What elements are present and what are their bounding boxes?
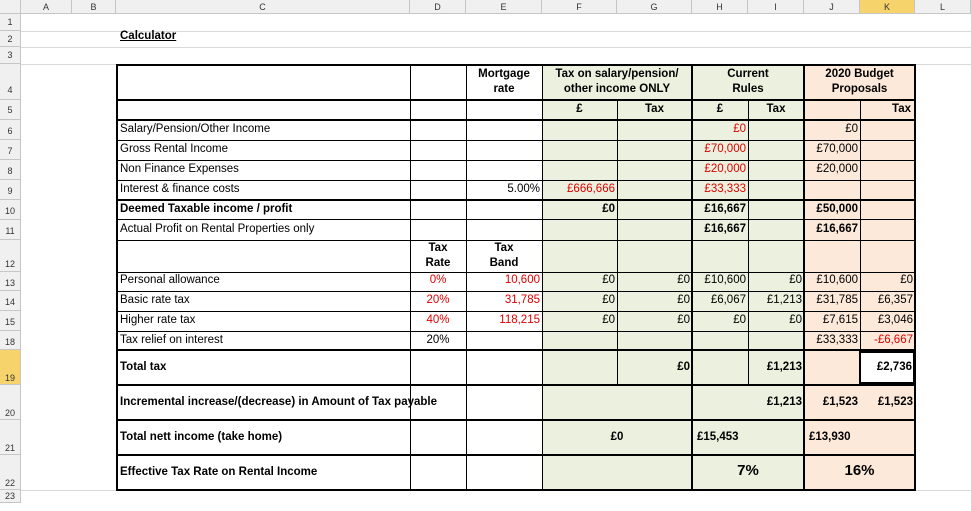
cell-h11[interactable]: £16,667 [704,223,746,235]
cell-j18[interactable]: £33,333 [816,334,858,346]
row-header-14[interactable]: 14 [0,291,21,311]
cell-e14[interactable]: 31,785 [504,294,540,306]
border-h-21 [116,454,916,456]
border-h-10 [116,219,916,220]
row-header-2[interactable]: 2 [0,31,21,47]
cell-g19[interactable]: £0 [677,361,690,373]
row-header-8[interactable]: 8 [0,160,21,180]
table-border-bottom [116,489,916,491]
cell-h13[interactable]: £10,600 [704,274,746,286]
gridline-h [21,47,971,48]
cell-j20[interactable]: £1,523 [822,396,858,408]
table-border-top [116,64,916,66]
cell-j21[interactable]: £13,930 [809,431,851,443]
cell-f13[interactable]: £0 [602,274,615,286]
label-interest[interactable]: Interest & finance costs [120,183,240,195]
cell-f9[interactable]: £666,666 [567,183,615,195]
cell-j14[interactable]: £31,785 [816,294,858,306]
cell-f15[interactable]: £0 [602,314,615,326]
column-header-l[interactable]: L [915,0,971,14]
cell-k19[interactable]: £2,736 [876,361,912,373]
column-header-d[interactable]: D [410,0,466,14]
cell-g13[interactable]: £0 [677,274,690,286]
cell-j15[interactable]: £7,615 [822,314,858,326]
label-salary[interactable]: Salary/Pension/Other Income [120,123,271,135]
cell-hi22[interactable]: 7% [737,462,759,479]
border-h-15 [116,331,916,332]
column-header-j[interactable]: J [804,0,860,14]
row-header-3[interactable]: 3 [0,47,21,64]
column-header-a[interactable]: A [21,0,72,14]
header-tax-rate: Tax Rate [425,242,451,269]
cell-i19[interactable]: £1,213 [766,361,802,373]
border-h-13 [116,291,916,292]
border-h-9 [116,199,916,201]
header-k-tax: Tax [892,103,911,115]
border-h-14 [116,311,916,312]
cell-j10[interactable]: £50,000 [816,203,858,215]
cell-h14[interactable]: £6,067 [710,294,746,306]
table-border-left [116,64,118,491]
cell-jk22[interactable]: 16% [844,462,875,479]
header-2020-budget: 2020 Budget Proposals [825,68,894,95]
cell-f10[interactable]: £0 [602,203,615,215]
border-h-5 [116,119,916,121]
cell-j13[interactable]: £10,600 [816,274,858,286]
cell-d15[interactable]: 40% [426,314,450,326]
cell-d14[interactable]: 20% [426,294,450,306]
header-i-tax: Tax [766,103,786,115]
cell-k15[interactable]: £3,046 [877,314,913,326]
cell-f21[interactable]: £0 [610,431,624,443]
border-h-8 [116,180,916,181]
border-h-18 [116,349,916,351]
row-header-1[interactable]: 1 [0,14,21,31]
row-header-13[interactable]: 13 [0,272,21,291]
border-h-20 [116,419,916,421]
cell-e9[interactable]: 5.00% [507,183,540,195]
label-incremental[interactable]: Incremental increase/(decrease) in Amount of Tax payable [120,396,437,408]
column-header-k[interactable]: K [860,0,915,14]
column-header-i[interactable]: I [748,0,804,14]
label-effective[interactable]: Effective Tax Rate on Rental Income [120,466,318,478]
column-header-e[interactable]: E [466,0,542,14]
header-f-pound: £ [576,103,583,115]
select-all-corner[interactable] [0,0,21,14]
border-h-6 [116,140,916,141]
row-header-5[interactable]: 5 [0,100,21,120]
row-header-21[interactable]: 21 [0,420,21,455]
column-header-c[interactable]: C [116,0,410,14]
header-current-rules: Current Rules [727,68,769,95]
cell-i14[interactable]: £1,213 [766,294,802,306]
cell-e15[interactable]: 118,215 [499,314,540,326]
header-tax-band: Tax Band [489,242,519,269]
label-deemed[interactable]: Deemed Taxable income / profit [120,203,293,215]
header-mortgage-rate: Mortgage rate [478,68,530,95]
cell-k13[interactable]: £0 [900,274,913,286]
column-header-g[interactable]: G [617,0,692,14]
cell-k14[interactable]: £6,357 [877,294,913,306]
label-actual[interactable]: Actual Profit on Rental Properties only [120,223,315,235]
cell-i13[interactable]: £0 [789,274,802,286]
cell-d13[interactable]: 0% [429,274,447,286]
label-nett[interactable]: Total nett income (take home) [120,431,283,443]
label-basic[interactable]: Basic rate tax [120,294,190,306]
row-header-4[interactable]: 4 [0,64,21,100]
cell-k20[interactable]: £1,523 [877,396,913,408]
page-title: Calculator [120,30,177,42]
cell-h15[interactable]: £0 [733,314,746,326]
row-header-6[interactable]: 6 [0,120,21,140]
row-header-18[interactable]: 18 [0,331,21,350]
row-header-22[interactable]: 22 [0,455,21,490]
label-total-tax[interactable]: Total tax [120,361,167,373]
border-h-4 [116,99,916,101]
row-header-19[interactable]: 19 [0,350,21,385]
label-gross-rental[interactable]: Gross Rental Income [120,143,229,155]
border-v-i [748,100,749,385]
border-h-12 [116,272,916,273]
cell-g14[interactable]: £0 [677,294,690,306]
cell-i15[interactable]: £0 [789,314,802,326]
cell-f14[interactable]: £0 [602,294,615,306]
cell-h6[interactable]: £0 [733,123,746,135]
header-tax-salary: Tax on salary/pension/ other income ONLY [555,68,679,95]
cell-g15[interactable]: £0 [677,314,690,326]
row-header-11[interactable]: 11 [0,220,21,240]
row-header-12[interactable]: 12 [0,240,21,272]
header-h-pound: £ [716,103,724,115]
cell-h21[interactable]: £15,453 [697,431,739,443]
border-h-19 [116,384,916,386]
label-higher[interactable]: Higher rate tax [120,314,196,326]
cell-h10[interactable]: £16,667 [704,203,746,215]
row-header-23[interactable]: 23 [0,490,21,503]
row-header-7[interactable]: 7 [0,140,21,160]
cell-d18[interactable]: 20% [426,334,450,346]
row-header-20[interactable]: 20 [0,385,21,420]
cell-j7[interactable]: £70,000 [816,143,858,155]
row-header-10[interactable]: 10 [0,200,21,220]
cell-j6[interactable]: £0 [845,123,858,135]
cell-i20[interactable]: £1,213 [766,396,802,408]
column-header-f[interactable]: F [542,0,617,14]
cell-j8[interactable]: £20,000 [816,163,858,175]
row-header-9[interactable]: 9 [0,180,21,200]
column-header-h[interactable]: H [692,0,748,14]
border-v-g [617,100,618,385]
cell-h8[interactable]: £20,000 [704,163,746,175]
cell-j11[interactable]: £16,667 [816,223,858,235]
column-header-b[interactable]: B [72,0,116,14]
row-header-15[interactable]: 15 [0,311,21,331]
header-g-tax: Tax [645,103,664,115]
label-relief[interactable]: Tax relief on interest [120,334,223,346]
cell-h9[interactable]: £33,333 [704,183,746,195]
cell-h7[interactable]: £70,000 [704,143,746,155]
table-border-right [914,64,916,491]
label-personal[interactable]: Personal allowance [120,274,220,286]
cell-e13[interactable]: 10,600 [504,274,540,286]
cell-k18[interactable]: -£6,667 [873,334,913,346]
border-h-7 [116,160,916,161]
label-non-finance[interactable]: Non Finance Expenses [120,163,239,175]
